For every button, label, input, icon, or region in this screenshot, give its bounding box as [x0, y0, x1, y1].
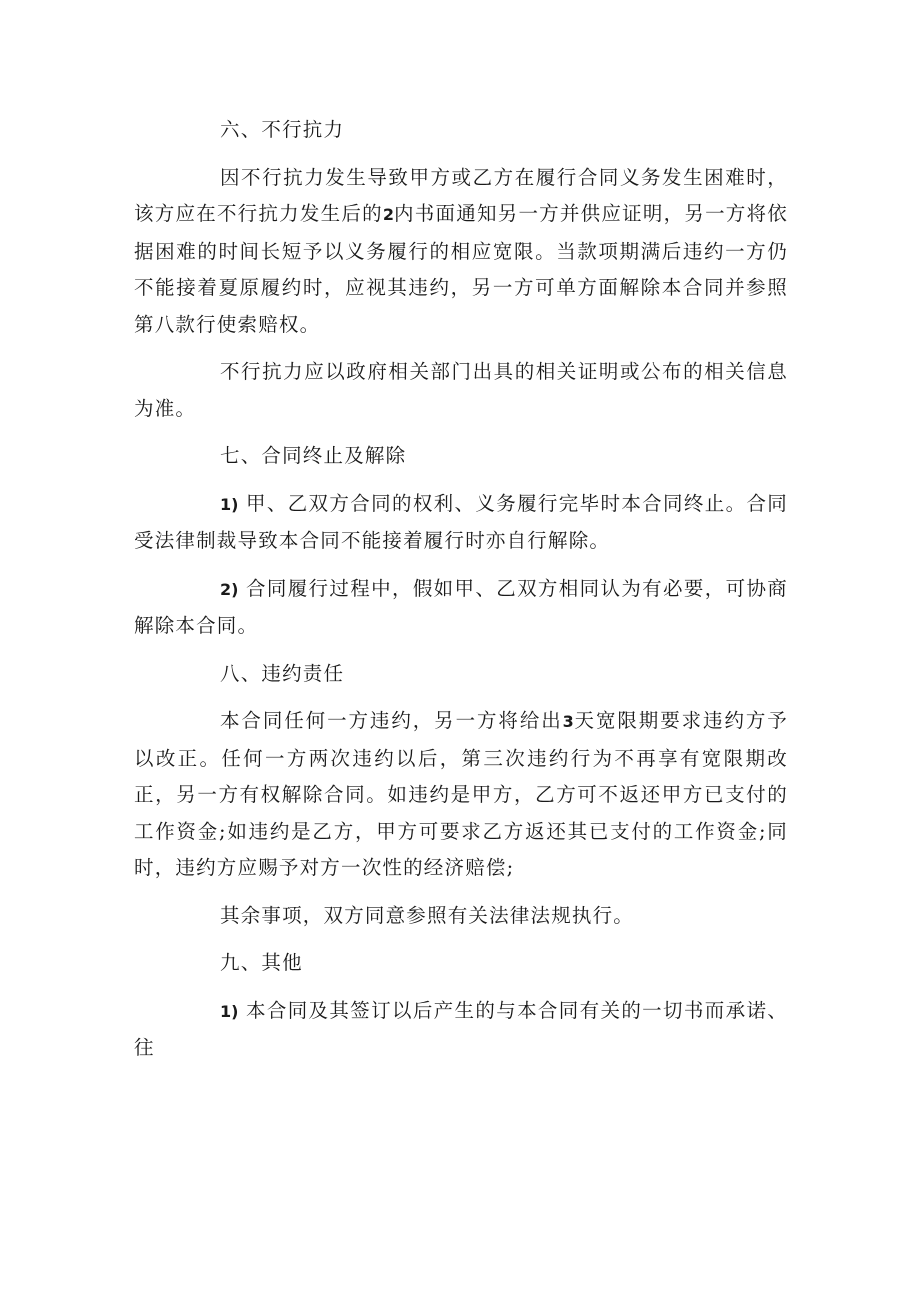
item-text: 合同履行过程中，假如甲、乙双方相同认为有必要，可协商解除本合同。	[134, 576, 788, 637]
section-7-heading: 七、合同终止及解除	[220, 444, 407, 467]
paragraph-text: 本合同任何一方违约，另一方将给出	[220, 709, 563, 732]
section-8-paragraph-2: 其余事项，双方同意参照有关法律法规执行。	[220, 903, 635, 927]
paragraph-text: 因不行抗力发生导致甲方或乙方在履行合同义务发生困难时，该方应在不行抗力发生后的	[134, 165, 788, 225]
grace-days-number: 3	[562, 712, 574, 731]
section-7-item-2	[134, 571, 788, 645]
section-6-heading: 六、不行抗力	[220, 118, 345, 141]
item-number: 1)	[220, 494, 239, 514]
paragraph-text: 内书面通知另一方并供应证明，另一方将依据困难的时间长短予以义务履行的相应宽限。当款项期满后违约一方仍不能接着夏原履约时，应视其违约，另一方可单方面解除本合同并参照第八款行使索赔权。	[134, 202, 788, 336]
notice-days-number: 2	[382, 205, 394, 224]
section-9-heading: 九、其他	[220, 951, 303, 974]
section-8-paragraph-1	[134, 703, 788, 887]
item-number: 2)	[220, 579, 239, 599]
item-number: 1)	[220, 1001, 239, 1021]
paragraph-text: 天宽限期要求违约方予以改正。任何一方两次违约以后，第三次违约行为不再享有宽限期改正，另一方有权解除合同。如违约是甲方，乙方可不返还甲方已支付的工作资金;如违约是乙方，甲方可要求乙方返还其已支付的工作资金;同时，违约方应赐予对方一次性的经济赔偿;	[134, 709, 788, 879]
section-6-paragraph-1	[134, 160, 788, 344]
document-page	[134, 112, 788, 1078]
section-6-paragraph-2: 不行抗力应以政府相关部门出具的相关证明或公布的相关信息为准。	[134, 360, 788, 420]
item-text: 本合同及其签订以后产生的与本合同有关的一切书而承诺、往	[134, 998, 788, 1059]
section-8-heading: 八、违约责任	[220, 661, 345, 685]
section-7-item-1	[134, 486, 788, 560]
section-9-item-1	[134, 993, 788, 1067]
item-text: 甲、乙双方合同的权利、义务履行完毕时本合同终止。合同受法律制裁导致本合同不能接着履行时亦自行解除。	[134, 491, 788, 552]
